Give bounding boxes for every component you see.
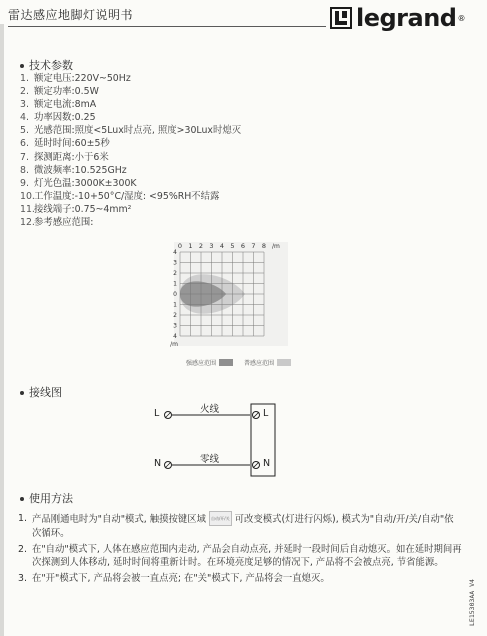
spec-label: 额定电压: [34,73,75,84]
step-number: 3. [18,573,27,584]
usage-steps [18,512,462,588]
spec-value: -10+50°C/湿度: <95%RH不结露 [74,190,220,202]
spec-value: 0.5W [74,86,99,98]
step-number: 1. [18,513,27,524]
spec-number: 6. [20,138,29,150]
spec-number: 1. [20,73,29,84]
left-fold-shadow [0,24,4,636]
spec-label: 额定电流: [34,99,75,111]
spec-row [20,203,241,216]
spec-label: 接线端子: [34,203,75,215]
y-tick-label: 1 [173,301,177,309]
x-tick-label: 8 [261,242,267,250]
spec-list [20,72,241,229]
legend-label-normal: 普感应范围 [244,360,275,367]
spec-number: 3. [20,99,29,111]
spec-number: 7. [20,151,29,163]
spec-value: 8mA [74,99,97,111]
registered-mark: ® [457,13,466,23]
usage-heading: 使用方法 [20,490,73,506]
spec-number: 8. [20,164,29,176]
y-unit-label: /m [170,341,178,348]
spec-label: 参考感应范围: [34,217,94,229]
spec-label: 延时时间: [34,138,75,150]
wiring-svg [150,398,310,478]
spec-label: 额定功率: [34,86,75,98]
x-tick-label: 1 [188,242,193,250]
spec-value: 0.75~4mm² [74,203,132,215]
spec-label: 微波频率: [34,164,75,176]
y-tick-label: 4 [173,333,177,340]
x-tick-label: 7 [251,242,256,250]
spec-number: 12. [20,217,35,229]
brand-name: legrand [356,4,457,32]
neutral-wire-label: 零线 [200,454,220,465]
spec-value: 10.525GHz [74,164,127,176]
brand-logo [330,4,465,32]
y-tick-label: 3 [173,259,177,267]
x-tick-label: 0 [177,242,183,250]
document-title: 雷达感应地脚灯说明书 [8,8,134,22]
spec-row [20,164,241,177]
legend-swatch-strong [219,359,233,366]
step-text: 在"开"模式下, 产品将会被一直点亮; 在"关"模式下, 产品将会一直熄灭。 [32,573,330,584]
step-text: 在"自动"模式下, 人体在感应范围内走动, 产品会自动点亮, 并延时一段时间后自动熄灭。如在延时期间再次探测到人体移动, 延时时间将重新计时。在环境亮度足够的情况下, 产品将不会被点亮, 节省能源。 [32,544,462,568]
spec-number: 10. [20,190,35,202]
spec-row [20,111,241,124]
legend-label-strong: 强感应范围 [186,360,217,367]
spec-value: 照度<5Lux时点亮, 照度>30Lux时熄灭 [74,125,242,137]
wire-left-l: L [154,408,160,419]
wiring-heading: 接线图 [20,384,62,400]
wire-right-n: N [263,458,271,469]
spec-value: 60±5秒 [74,138,110,150]
usage-step [18,572,462,585]
spec-label: 功率因数: [34,112,75,124]
legend-swatch-normal [277,359,291,366]
x-tick-label: 4 [219,242,225,250]
spec-label: 灯光色温: [34,177,75,189]
step-text-cont: 可改变模式(灯进行闪烁), 模式为"自动/开/关/自动"依次循环。 [32,514,454,539]
wiring-diagram [150,398,310,478]
spec-value: 220V~50Hz [74,73,131,84]
spec-row [20,177,241,190]
bullet-icon [20,391,24,395]
spec-row [20,216,241,229]
spec-row [20,72,241,85]
step-text: 产品刚通电时为"自动"模式, 触摸按键区域 [32,514,206,525]
side-code: LE15303AA V4 [468,579,476,626]
bullet-icon [20,64,24,68]
chart-legend [186,358,294,367]
sensing-range-chart [168,238,318,378]
chart-svg [168,238,318,378]
x-tick-label: 6 [240,242,246,250]
spec-value: 0.25 [74,112,96,124]
spec-row [20,151,241,164]
spec-number: 2. [20,86,29,98]
spec-value: 小于6米 [74,151,109,163]
spec-number: 4. [20,112,29,124]
x-tick-label: 5 [230,242,235,250]
spec-row [20,124,241,137]
spec-row [20,137,241,150]
spec-value: 3000K±300K [74,177,137,189]
live-wire-label: 火线 [200,404,220,415]
spec-row [20,190,241,203]
x-tick-label: 3 [209,242,214,250]
spec-label: 光感范围: [34,125,75,137]
spec-number: 5. [20,125,29,137]
spec-row [20,85,241,98]
wire-right-l: L [263,408,269,419]
spec-row [20,98,241,111]
y-tick-label: 3 [173,322,177,330]
legrand-mark-icon [330,7,352,29]
usage-step [18,543,462,569]
x-tick-label: 2 [198,242,204,250]
spec-label: 探测距离: [34,151,75,163]
spec-number: 11. [20,203,35,215]
title-rule [8,26,326,27]
bullet-icon [20,497,24,501]
y-tick-label: 2 [173,270,177,277]
usage-step [18,512,462,540]
touch-key-label: 自动/开/关 [209,511,232,526]
x-unit-label: /m [272,243,280,250]
y-tick-label: 0 [173,291,177,298]
spec-label: 工作温度: [34,190,75,202]
y-tick-label: 4 [173,249,177,256]
y-tick-label: 1 [173,280,177,288]
y-tick-label: 2 [173,312,177,319]
spec-number: 9. [20,177,29,189]
wire-left-n: N [154,458,162,469]
step-number: 2. [18,544,27,555]
tech-heading: 技术参数 [20,57,73,73]
